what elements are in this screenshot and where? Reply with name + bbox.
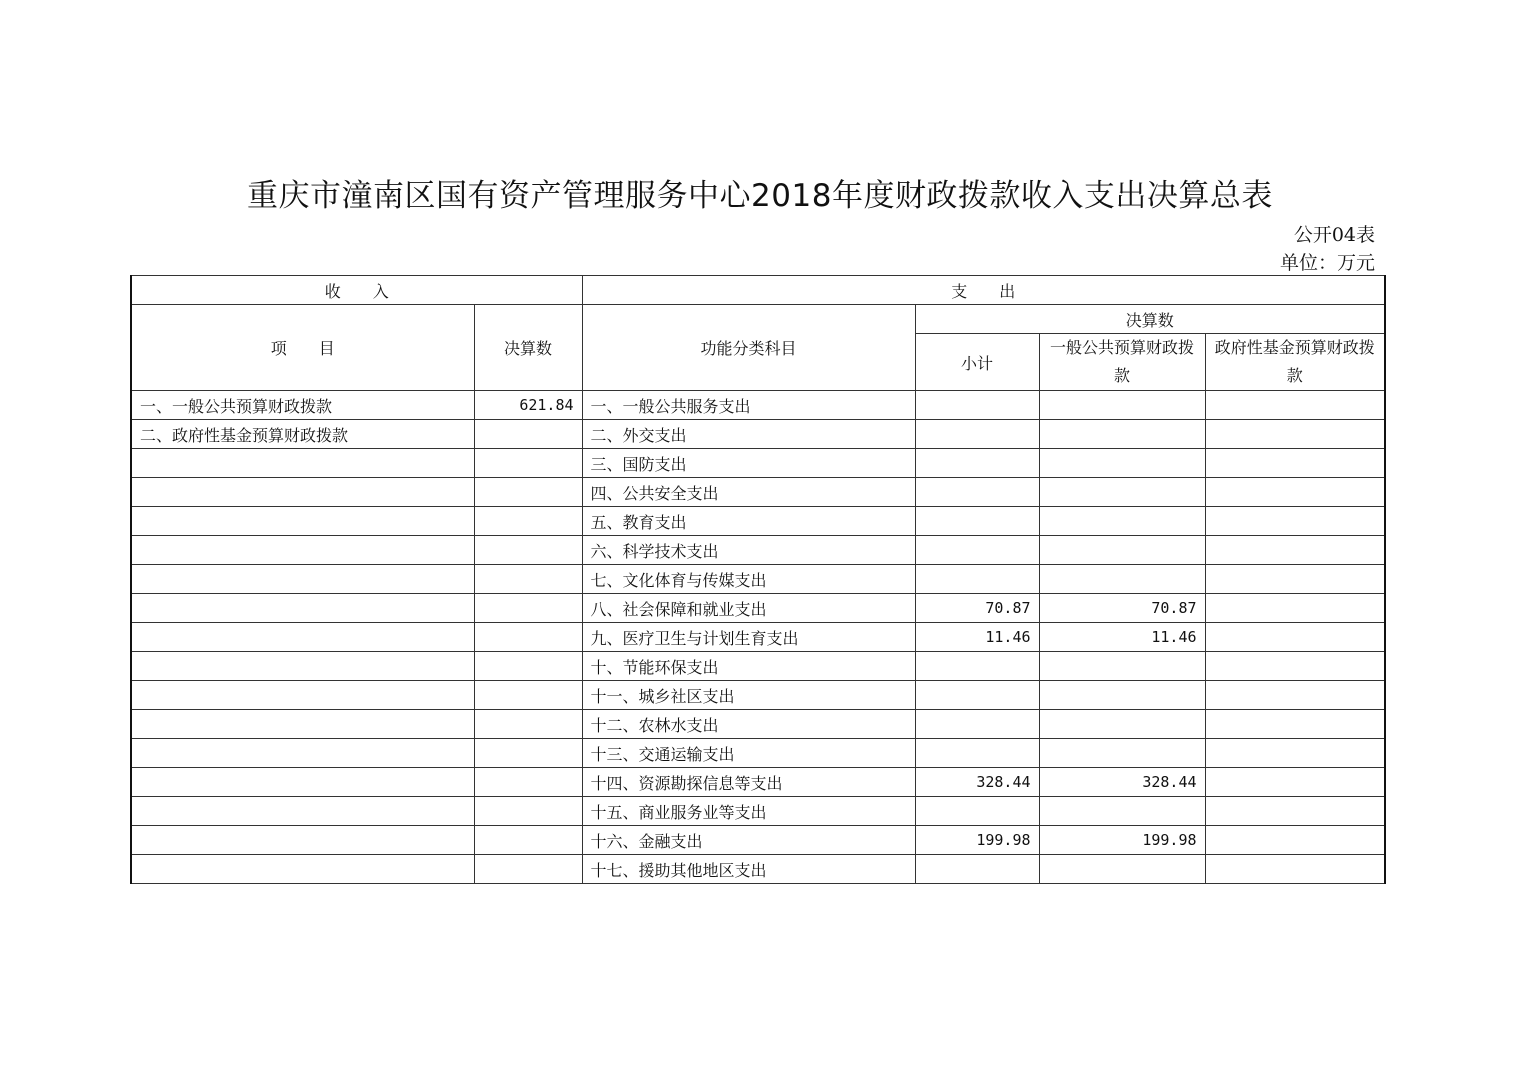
income-item-cell: 二、政府性基金预算财政拨款 bbox=[131, 420, 474, 449]
general-budget-cell bbox=[1039, 536, 1205, 565]
income-item-cell bbox=[131, 478, 474, 507]
form-number: 公开04表 bbox=[1293, 224, 1375, 246]
fund-budget-header: 政府性基金预算财政拨款 bbox=[1205, 334, 1385, 391]
fund-budget-cell bbox=[1205, 623, 1385, 652]
income-amount-cell bbox=[474, 449, 582, 478]
income-item-cell bbox=[131, 623, 474, 652]
function-category-cell: 十六、金融支出 bbox=[582, 826, 915, 855]
subtotal-cell bbox=[915, 420, 1039, 449]
income-amount-cell bbox=[474, 565, 582, 594]
function-category-cell: 十二、农林水支出 bbox=[582, 710, 915, 739]
page-title: 重庆市潼南区国有资产管理服务中心2018年度财政拨款收入支出决算总表 bbox=[247, 178, 1273, 214]
income-item-cell bbox=[131, 536, 474, 565]
table-row bbox=[131, 710, 1385, 739]
fund-budget-cell bbox=[1205, 797, 1385, 826]
function-category-cell: 十一、城乡社区支出 bbox=[582, 681, 915, 710]
fund-budget-cell bbox=[1205, 855, 1385, 884]
subtotal-cell bbox=[915, 739, 1039, 768]
fund-budget-cell bbox=[1205, 449, 1385, 478]
fund-budget-cell bbox=[1205, 594, 1385, 623]
subtotal-cell bbox=[915, 449, 1039, 478]
fund-budget-cell bbox=[1205, 739, 1385, 768]
table-row bbox=[131, 536, 1385, 565]
income-item-cell bbox=[131, 565, 474, 594]
subtotal-cell bbox=[915, 536, 1039, 565]
income-amount-cell bbox=[474, 536, 582, 565]
table-row bbox=[131, 652, 1385, 681]
expense-header: 支 出 bbox=[582, 276, 1385, 305]
function-category-cell: 九、医疗卫生与计划生育支出 bbox=[582, 623, 915, 652]
income-item-cell bbox=[131, 594, 474, 623]
function-category-cell: 七、文化体育与传媒支出 bbox=[582, 565, 915, 594]
subtotal-cell bbox=[915, 478, 1039, 507]
general-budget-cell: 328.44 bbox=[1039, 768, 1205, 797]
table-row bbox=[131, 594, 1385, 623]
income-item-cell bbox=[131, 768, 474, 797]
general-budget-cell: 70.87 bbox=[1039, 594, 1205, 623]
general-budget-cell bbox=[1039, 681, 1205, 710]
general-budget-cell: 11.46 bbox=[1039, 623, 1205, 652]
subtotal-cell bbox=[915, 565, 1039, 594]
function-category-cell: 六、科学技术支出 bbox=[582, 536, 915, 565]
income-amount-cell: 621.84 bbox=[474, 391, 582, 420]
income-amount-cell bbox=[474, 797, 582, 826]
fund-budget-cell bbox=[1205, 826, 1385, 855]
income-item-cell bbox=[131, 739, 474, 768]
function-category-cell: 十七、援助其他地区支出 bbox=[582, 855, 915, 884]
income-header: 收 入 bbox=[131, 276, 582, 305]
income-item-cell bbox=[131, 826, 474, 855]
fund-budget-cell bbox=[1205, 710, 1385, 739]
general-budget-cell bbox=[1039, 478, 1205, 507]
income-amount-cell bbox=[474, 652, 582, 681]
subtotal-header: 小计 bbox=[915, 334, 1039, 391]
income-amount-cell bbox=[474, 623, 582, 652]
income-amount-cell bbox=[474, 768, 582, 797]
general-budget-cell bbox=[1039, 449, 1205, 478]
subtotal-cell bbox=[915, 507, 1039, 536]
income-item-cell bbox=[131, 855, 474, 884]
function-category-cell: 十、节能环保支出 bbox=[582, 652, 915, 681]
function-category-cell: 四、公共安全支出 bbox=[582, 478, 915, 507]
subtotal-cell bbox=[915, 710, 1039, 739]
subtotal-cell bbox=[915, 391, 1039, 420]
income-amount-cell bbox=[474, 478, 582, 507]
table-row bbox=[131, 391, 1385, 420]
income-amount-cell bbox=[474, 826, 582, 855]
table-row bbox=[131, 478, 1385, 507]
subtotal-cell: 328.44 bbox=[915, 768, 1039, 797]
fund-budget-cell bbox=[1205, 478, 1385, 507]
general-budget-cell bbox=[1039, 507, 1205, 536]
income-amount-cell bbox=[474, 739, 582, 768]
income-item-cell bbox=[131, 710, 474, 739]
function-category-cell: 三、国防支出 bbox=[582, 449, 915, 478]
table-row bbox=[131, 420, 1385, 449]
subtotal-cell bbox=[915, 652, 1039, 681]
table-row bbox=[131, 768, 1385, 797]
function-category-cell: 十五、商业服务业等支出 bbox=[582, 797, 915, 826]
function-category-cell: 八、社会保障和就业支出 bbox=[582, 594, 915, 623]
table-row bbox=[131, 855, 1385, 884]
final-amount-group-header: 决算数 bbox=[915, 305, 1385, 334]
general-budget-cell bbox=[1039, 565, 1205, 594]
general-budget-cell: 199.98 bbox=[1039, 826, 1205, 855]
function-category-cell: 十四、资源勘探信息等支出 bbox=[582, 768, 915, 797]
general-budget-header: 一般公共预算财政拨款 bbox=[1039, 334, 1205, 391]
fund-budget-cell bbox=[1205, 565, 1385, 594]
function-category-cell: 十三、交通运输支出 bbox=[582, 739, 915, 768]
fund-budget-cell bbox=[1205, 681, 1385, 710]
table-row bbox=[131, 797, 1385, 826]
income-amount-cell bbox=[474, 855, 582, 884]
general-budget-cell bbox=[1039, 855, 1205, 884]
income-amount-cell bbox=[474, 710, 582, 739]
table-row bbox=[131, 739, 1385, 768]
income-amount-cell bbox=[474, 594, 582, 623]
income-item-cell: 一、一般公共预算财政拨款 bbox=[131, 391, 474, 420]
function-category-cell: 五、教育支出 bbox=[582, 507, 915, 536]
general-budget-cell bbox=[1039, 391, 1205, 420]
general-budget-cell bbox=[1039, 739, 1205, 768]
general-budget-cell bbox=[1039, 797, 1205, 826]
budget-summary-table bbox=[130, 275, 1386, 884]
subtotal-cell bbox=[915, 681, 1039, 710]
function-category-cell: 一、一般公共服务支出 bbox=[582, 391, 915, 420]
income-amount-cell bbox=[474, 681, 582, 710]
table-row bbox=[131, 449, 1385, 478]
subtotal-cell bbox=[915, 855, 1039, 884]
table-row bbox=[131, 623, 1385, 652]
table-row bbox=[131, 826, 1385, 855]
general-budget-cell bbox=[1039, 420, 1205, 449]
income-item-cell bbox=[131, 449, 474, 478]
income-item-cell bbox=[131, 797, 474, 826]
fund-budget-cell bbox=[1205, 652, 1385, 681]
subtotal-cell bbox=[915, 797, 1039, 826]
income-amount-cell bbox=[474, 507, 582, 536]
function-category-cell: 二、外交支出 bbox=[582, 420, 915, 449]
subtotal-cell: 70.87 bbox=[915, 594, 1039, 623]
item-header: 项 目 bbox=[131, 305, 474, 391]
unit-label: 单位：万元 bbox=[1279, 252, 1375, 274]
fund-budget-cell bbox=[1205, 391, 1385, 420]
fund-budget-cell bbox=[1205, 768, 1385, 797]
income-amount-cell bbox=[474, 420, 582, 449]
table-row bbox=[131, 507, 1385, 536]
income-item-cell bbox=[131, 681, 474, 710]
subtotal-cell: 11.46 bbox=[915, 623, 1039, 652]
table-row bbox=[131, 565, 1385, 594]
subtotal-cell: 199.98 bbox=[915, 826, 1039, 855]
general-budget-cell bbox=[1039, 652, 1205, 681]
function-category-header: 功能分类科目 bbox=[582, 305, 915, 391]
fund-budget-cell bbox=[1205, 507, 1385, 536]
income-item-cell bbox=[131, 507, 474, 536]
fund-budget-cell bbox=[1205, 420, 1385, 449]
fund-budget-cell bbox=[1205, 536, 1385, 565]
final-amount-header: 决算数 bbox=[474, 305, 582, 391]
table-row bbox=[131, 681, 1385, 710]
general-budget-cell bbox=[1039, 710, 1205, 739]
income-item-cell bbox=[131, 652, 474, 681]
